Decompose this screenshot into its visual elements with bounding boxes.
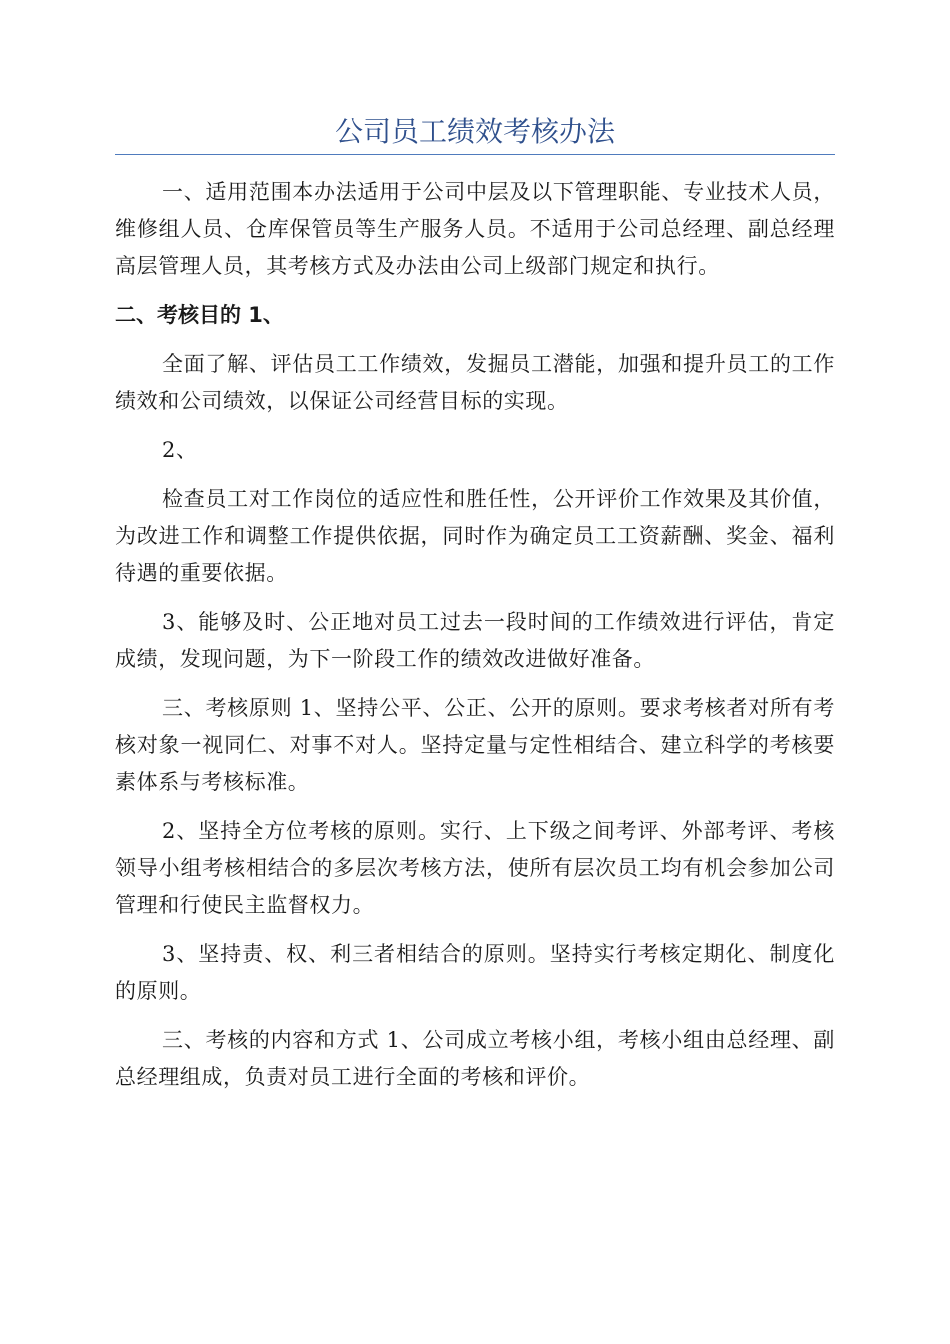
paragraph-purpose-2: 检查员工对工作岗位的适应性和胜任性，公开评价工作效果及其价值，为改进工作和调整工作提供依据，同时作为确定员工工资薪酬、奖金、福利待遇的重要依据。 — [115, 487, 835, 585]
title-underline — [115, 154, 835, 155]
list-marker-2: 2、 — [162, 438, 198, 462]
paragraph-purpose-3: 3、能够及时、公正地对员工过去一段时间的工作绩效进行评估，肯定成绩，发现问题，为下一阶段工作的绩效改进做好准备。 — [115, 610, 835, 671]
paragraph-scope: 一、适用范围本办法适用于公司中层及以下管理职能、专业技术人员，维修组人员、仓库保管员等生产服务人员。不适用于公司总经理、副总经理高层管理人员，其考核方式及办法由公司上级部门规定和执行。 — [115, 180, 835, 278]
page-title: 公司员工绩效考核办法 — [334, 115, 615, 148]
document-body — [115, 174, 835, 1108]
paragraph-content-method: 三、考核的内容和方式 1、公司成立考核小组，考核小组由总经理、副总经理组成，负责对员工进行全面的考核和评价。 — [115, 1028, 835, 1089]
section-heading-purpose: 二、考核目的 1、 — [115, 303, 284, 327]
paragraph-principle-2: 2、坚持全方位考核的原则。实行、上下级之间考评、外部考评、考核领导小组考核相结合的多层次考核方法，使所有层次员工均有机会参加公司管理和行使民主监督权力。 — [115, 819, 835, 917]
paragraph-principle-1: 三、考核原则 1、坚持公平、公正、公开的原则。要求考核者对所有考核对象一视同仁、对事不对人。坚持定量与定性相结合、建立科学的考核要素体系与考核标准。 — [115, 696, 835, 794]
paragraph-purpose-1: 全面了解、评估员工工作绩效，发掘员工潜能，加强和提升员工的工作绩效和公司绩效，以保证公司经营目标的实现。 — [115, 352, 835, 413]
paragraph-principle-3: 3、坚持责、权、利三者相结合的原则。坚持实行考核定期化、制度化的原则。 — [115, 942, 835, 1003]
